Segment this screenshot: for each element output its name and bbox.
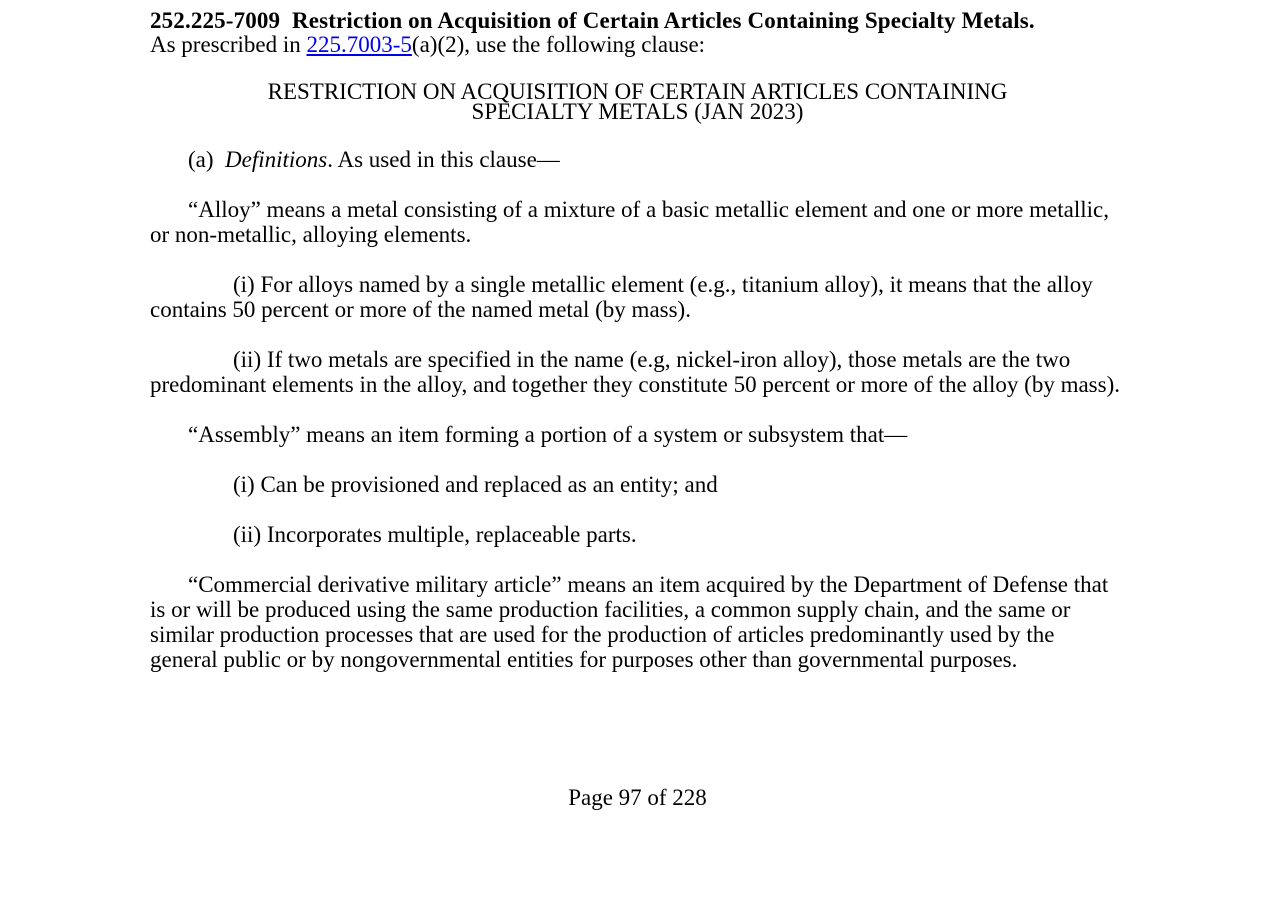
definitions-term: Definitions bbox=[225, 147, 328, 172]
assembly-subparagraph-i: (i) Can be provisioned and replaced as an entity; and bbox=[233, 472, 718, 497]
assembly-definition: “Assembly” means an item forming a portion of a system or subsystem that— bbox=[188, 422, 908, 447]
prescribed-suffix: (a)(2), use the following clause: bbox=[411, 32, 706, 57]
commercial-derivative-definition: “Commercial derivative military article” means an item acquired by the Department of Defense that is or will be produced using the same production facilities, a common supply chain, and the same or similar production processes that are used for the production of articles predominantly used by the general public or by nongovernmental entities for purposes other than governmental purposes. bbox=[150, 572, 1109, 672]
reference-link-225-7003-5[interactable]: 225.7003-5 bbox=[306, 32, 412, 57]
definitions-text: . As used in this clause— bbox=[327, 147, 560, 172]
definitions-prefix: (a) bbox=[188, 147, 214, 172]
clause-title-line-1: RESTRICTION ON ACQUISITION OF CERTAIN ARTICLES CONTAINING bbox=[267, 79, 1008, 104]
document-page bbox=[150, 10, 1125, 672]
clause-title bbox=[150, 79, 1125, 124]
alloy-definition: “Alloy” means a metal consisting of a mixture of a basic metallic element and one or more metallic, or non-metallic, alloying elements. bbox=[150, 197, 1109, 247]
section-number: 252.225-7009 bbox=[150, 8, 281, 33]
clause-title-line-2: SPECIALTY METALS (JAN 2023) bbox=[471, 99, 804, 124]
page-number: Page 97 of 228 bbox=[568, 785, 707, 810]
prescription-statement bbox=[150, 32, 1125, 57]
alloy-subparagraph-i: (i) For alloys named by a single metallic element (e.g., titanium alloy), it means that the alloy contains 50 percent or more of the named metal (by mass). bbox=[150, 272, 1093, 322]
section-heading bbox=[150, 10, 1125, 32]
prescribed-prefix: As prescribed in bbox=[150, 32, 307, 57]
definitions-paragraph bbox=[150, 147, 1125, 172]
section-title: Restriction on Acquisition of Certain Articles Containing Specialty Metals. bbox=[292, 8, 1035, 33]
page-footer bbox=[0, 785, 1275, 810]
alloy-subparagraph-ii: (ii) If two metals are specified in the name (e.g, nickel-iron alloy), those metals are the two predominant elements in the alloy, and together they constitute 50 percent or more of the alloy (by mass). bbox=[150, 347, 1120, 397]
assembly-subparagraph-ii: (ii) Incorporates multiple, replaceable parts. bbox=[233, 522, 637, 547]
